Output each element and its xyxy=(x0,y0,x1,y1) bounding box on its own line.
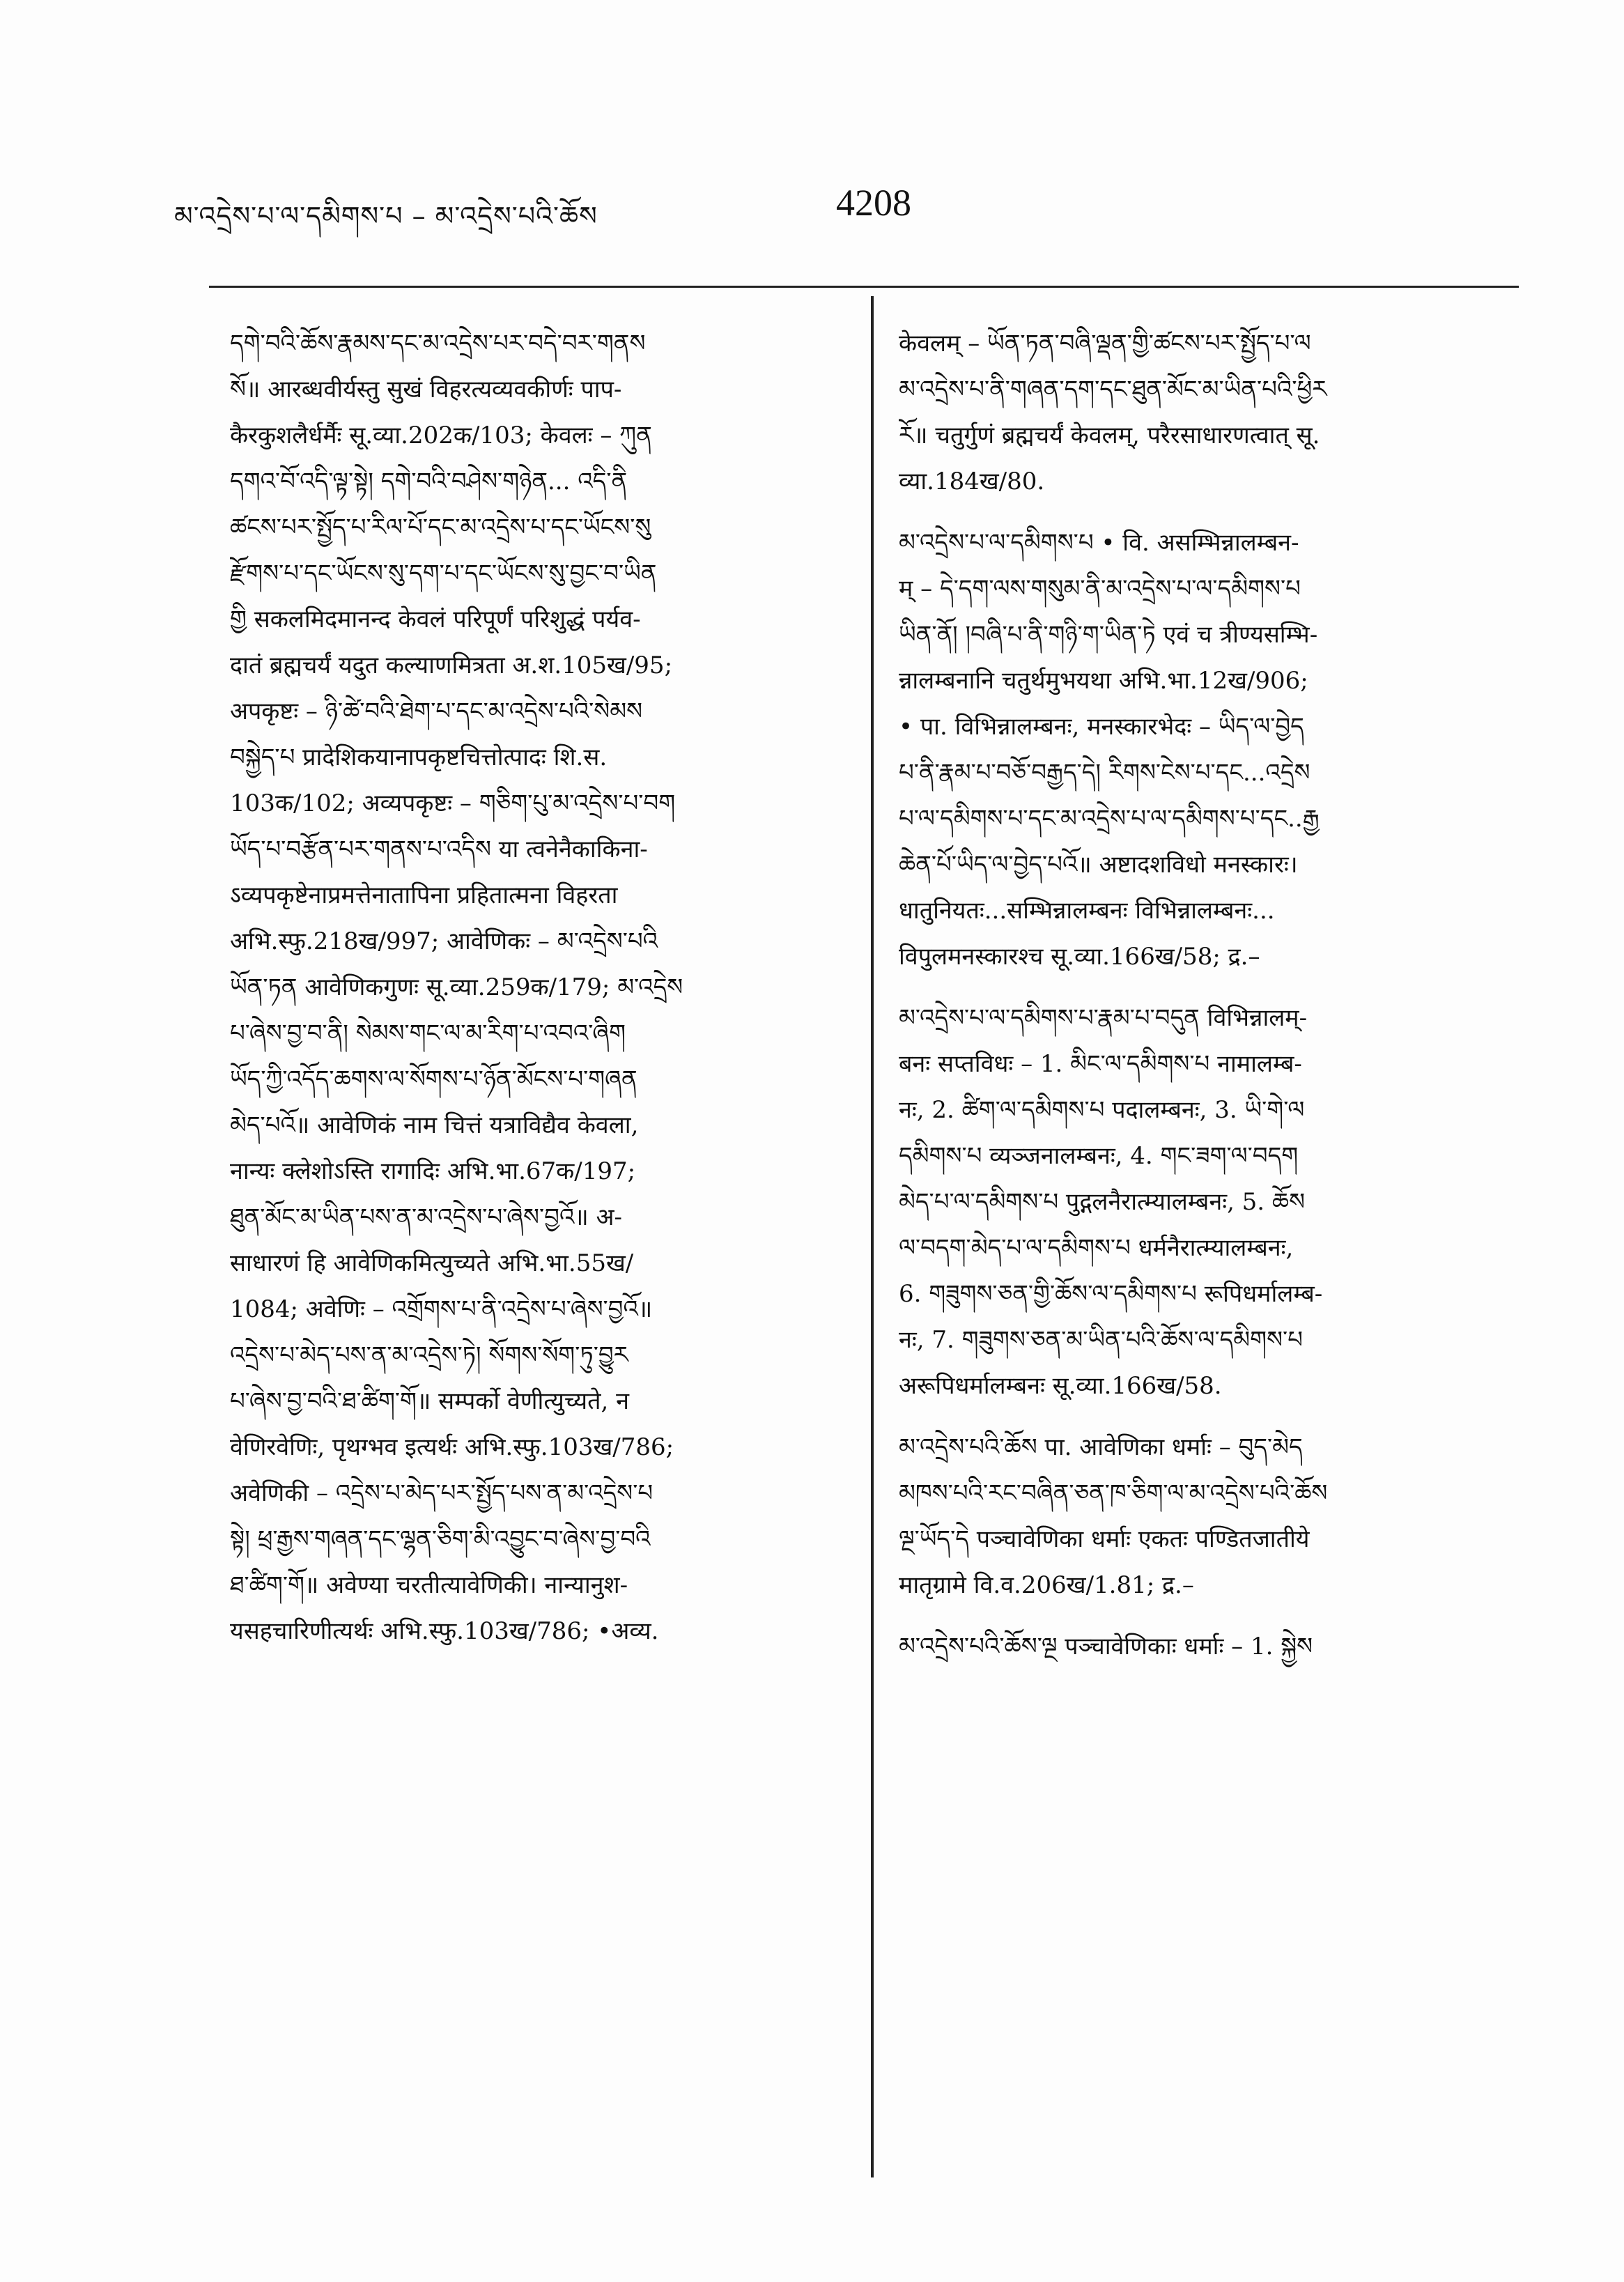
text-line: གྱི सकलमिदमानन्द केवलं परिपूर्णं परिशुद्धं पर्यव- xyxy=(230,606,641,633)
text-line: 103क/102; अव्यपकृष्टः – གཅིག་པུ་མ་འདྲེས་པ་བག xyxy=(230,789,676,817)
text-line: अभि.स्फु.218ख/997; आवेणिकः – མ་འདྲེས་པའི xyxy=(230,927,658,955)
entry-gap xyxy=(899,1409,1512,1424)
text-line: ऽव्यपकृष्टेनाप्रमत्तेनातापिना प्रहितात्मना विहरता xyxy=(230,881,618,909)
text-line: कैरकुशलैर्धर्मैः सू.व्या.202क/103; केवलः – ཀུན xyxy=(230,422,652,449)
text-line: མེད་པ་ལ་དམིགས་པ पुद्गलनैरात्म्यालम्बनः, 5. ཆོས xyxy=(899,1188,1306,1216)
text-line: སོ॥ आरब्धवीर्यस्तु सुखं विहरत्यव्यवकीर्णः पाप- xyxy=(230,376,622,403)
header-rule xyxy=(209,286,1519,288)
text-line: नः, 2. ཚིག་ལ་དམིགས་པ पदालम्बनः, 3. ཡི་གེ་ལ xyxy=(899,1096,1305,1124)
text-line: ཐ་ཚིག་གོ॥ अवेण्या चरतीत्यावेणिकी। नान्यानुश- xyxy=(230,1571,628,1599)
entry-headword-line: མ་འདྲེས་པའི་ཆོས पा. आवेणिका धर्माः – བུད་མེད xyxy=(899,1433,1303,1461)
right-column xyxy=(899,321,1512,2202)
text-line: ཐུན་མོང་མ་ཡིན་པས་ན་མ་འདྲེས་པ་ཞེས་བྱའོ॥ अ- xyxy=(230,1203,622,1231)
text-line: པ་ཞེས་བྱ་བའི་ཐ་ཚིག་གོ॥ सम्पर्को वेणीत्युच्यते, न xyxy=(230,1387,629,1415)
text-line: अवेणिकी – འདྲེས་པ་མེད་པར་སྤྱོད་པས་ན་མ་འདྲེས་པ xyxy=(230,1479,654,1507)
text-line: མེད་པའོ॥ आवेणिकं नाम चित्तं यत्राविद्यैव केवला, xyxy=(230,1111,639,1139)
entry-gap xyxy=(899,980,1512,995)
text-line: धातुनियतः...सम्भिन्नालम्बनः विभिन्नालम्बनः... xyxy=(899,897,1275,925)
text-line: ལ་བདག་མེད་པ་ལ་དམིགས་པ धर्मनैरात्म्यालम्बनः, xyxy=(899,1234,1294,1262)
text-line: दातं ब्रह्मचर्यं यदुत कल्याणमित्रता अ.श.105ख/95; xyxy=(230,652,673,679)
text-line: साधारणं हि आवेणिकमित्युच्यते अभि.भा.55ख/ xyxy=(230,1249,634,1277)
text-line: ཚངས་པར་སྤྱོད་པ་རིལ་པོ་དང་མ་འདྲེས་པ་དང་ཡོངས་སུ xyxy=(230,514,651,541)
text-line: ཡོད་པ་བརྩོན་པར་གནས་པ་འདིས या त्वनेनैकाकिना- xyxy=(230,835,648,863)
left-column xyxy=(230,321,843,2202)
text-line: यसहचारिणीत्यर्थः अभि.स्फु.103ख/786; •अव्य. xyxy=(230,1617,659,1645)
text-line: 1084; अवेणिः – འགྲོགས་པ་ནི་འདྲེས་པ་ཞེས་བྱའོ॥ xyxy=(230,1295,653,1323)
text-line: དམིགས་པ व्यञ्जनालम्बनः, 4. གང་ཟག་ལ་བདག xyxy=(899,1142,1299,1170)
text-line: मातृग्रामे वि.व.206ख/1.81; द्र.– xyxy=(899,1571,1194,1599)
text-line: नः, 7. གཟུགས་ཅན་མ་ཡིན་པའི་ཆོས་ལ་དམིགས་པ xyxy=(899,1326,1303,1354)
text-line: ཡོད་ཀྱི་འདོད་ཆགས་ལ་སོགས་པ་ཉོན་མོངས་པ་གཞན xyxy=(230,1065,637,1093)
text-line: वेणिरवेणिः, पृथग्भव इत्यर्थः अभि.स्फु.103ख/786; xyxy=(230,1433,674,1461)
text-line: འདྲེས་པ་མེད་པས་ན་མ་འདྲེས་ཏེ། སོགས་སོག་ཏུ་བྱུར xyxy=(230,1341,628,1369)
entry-headword-line: མ་འདྲེས་པ་ལ་དམིགས་པ • वि. असम्भिन्नालम्बन- xyxy=(899,529,1299,557)
text-line: པ་ཞེས་བྱ་བ་ནི། སེམས་གང་ལ་མ་རིག་པ་འབའ་ཞིག xyxy=(230,1019,626,1047)
running-title: མ་འདྲེས་པ་ལ་དམིགས་པ – མ་འདྲེས་པའི་ཆོས xyxy=(174,201,598,231)
page-header xyxy=(174,174,1498,237)
text-line: म् – དེ་དག་ལས་གསུམ་ནི་མ་འདྲེས་པ་ལ་དམིགས་པ xyxy=(899,575,1301,603)
text-line: ཆེན་པོ་ཡིད་ལ་བྱེད་པའོ॥ अष्टादशविधो मनस्कारः। xyxy=(899,851,1298,879)
text-line: बनः सप्तविधः – 1. མིང་ལ་དམིགས་པ नामालम्ब- xyxy=(899,1050,1302,1078)
text-line: དགའ་བོ་འདི་ལྟ་སྟེ། དགེ་བའི་བཤེས་གཉེན... འདི་ནི xyxy=(230,468,628,495)
page-number: 4208 xyxy=(836,182,911,224)
text-line: པ་ལ་དམིགས་པ་དང་མ་འདྲེས་པ་ལ་དམིགས་པ་དང..རྒྱ xyxy=(899,805,1320,833)
text-line: སྟེ། ཕྲ་རྒྱས་གཞན་དང་ལྷན་ཅིག་མི་འབྱུང་བ་ཞེས་བྱ་བའི xyxy=(230,1525,651,1553)
text-line: ཡིན་ནོ། །བཞི་པ་ནི་གཉི་ག་ཡིན་ཏེ एवं च त्रीण्यसम्भि- xyxy=(899,621,1318,649)
text-line: མཁས་པའི་རང་བཞིན་ཅན་ཁ་ཅིག་ལ་མ་འདྲེས་པའི་ཆོས xyxy=(899,1479,1328,1507)
column-divider xyxy=(871,296,874,2177)
entry-gap xyxy=(899,504,1512,520)
text-line: བསྐྱེད་པ प्रादेशिकयानापकृष्टचित्तोत्पादः शि.स. xyxy=(230,743,608,771)
text-line: ཡོན་ཏན आवेणिकगुणः सू.व्या.259क/179; མ་འདྲེས xyxy=(230,973,683,1001)
text-line: རྫོགས་པ་དང་ཡོངས་སུ་དག་པ་དང་ཡོངས་སུ་བྱང་བ་ཡིན xyxy=(230,560,657,587)
text-line: नान्यः क्लेशोऽस्ति रागादिः अभि.भा.67क/197; xyxy=(230,1157,636,1185)
text-line: अरूपिधर्मालम्बनः सू.व्या.166ख/58. xyxy=(899,1372,1222,1400)
text-line: अपकृष्टः – ཉི་ཚེ་བའི་ཐེག་པ་དང་མ་འདྲེས་པའི་སེམས xyxy=(230,697,643,725)
text-line: པ་ནི་རྣམ་པ་བཅོ་བརྒྱད་དེ། རིགས་ངེས་པ་དང...འདྲེས xyxy=(899,759,1310,787)
text-line: 6. གཟུགས་ཅན་གྱི་ཆོས་ལ་དམིགས་པ रूपिधर्मालम्ब- xyxy=(899,1280,1323,1308)
text-line: མ་འདྲེས་པ་ནི་གཞན་དག་དང་ཐུན་མོང་མ་ཡིན་པའི་ཕྱིར xyxy=(899,376,1327,403)
entry-gap xyxy=(899,1608,1512,1624)
text-line: केवलम् – ཡོན་ཏན་བཞི་ལྡན་གྱི་ཚངས་པར་སྤྱོད་པ་ལ xyxy=(899,330,1311,357)
text-line: न्नालम्बनानि चतुर्थमुभयथा अभि.भा.12ख/906; xyxy=(899,667,1308,695)
text-line: དགེ་བའི་ཆོས་རྣམས་དང་མ་འདྲེས་པར་བདེ་བར་གནས xyxy=(230,330,646,357)
entry-headword-line: མ་འདྲེས་པའི་ཆོས་ལྔ पञ्चावेणिकाः धर्माः – 1. སྐྱེས xyxy=(899,1633,1313,1660)
text-line: • पा. विभिन्नालम्बनः, मनस्कारभेदः – ཡིད་ལ་བྱེད xyxy=(899,713,1304,741)
entry-headword-line: མ་འདྲེས་པ་ལ་དམིགས་པ་རྣམ་པ་བདུན विभिन्नालम्- xyxy=(899,1004,1308,1032)
text-line: विपुलमनस्कारश्च सू.व्या.166ख/58; द्र.– xyxy=(899,943,1260,971)
text-line: ལྔ་ཡོད་དེ पञ्चावेणिका धर्माः एकतः पण्डितजातीये xyxy=(899,1525,1310,1553)
text-line: व्या.184ख/80. xyxy=(899,468,1045,495)
text-line: རོ॥ चतुर्गुणं ब्रह्मचर्यं केवलम्, परैरसाधारणत्वात् सू. xyxy=(899,422,1320,449)
